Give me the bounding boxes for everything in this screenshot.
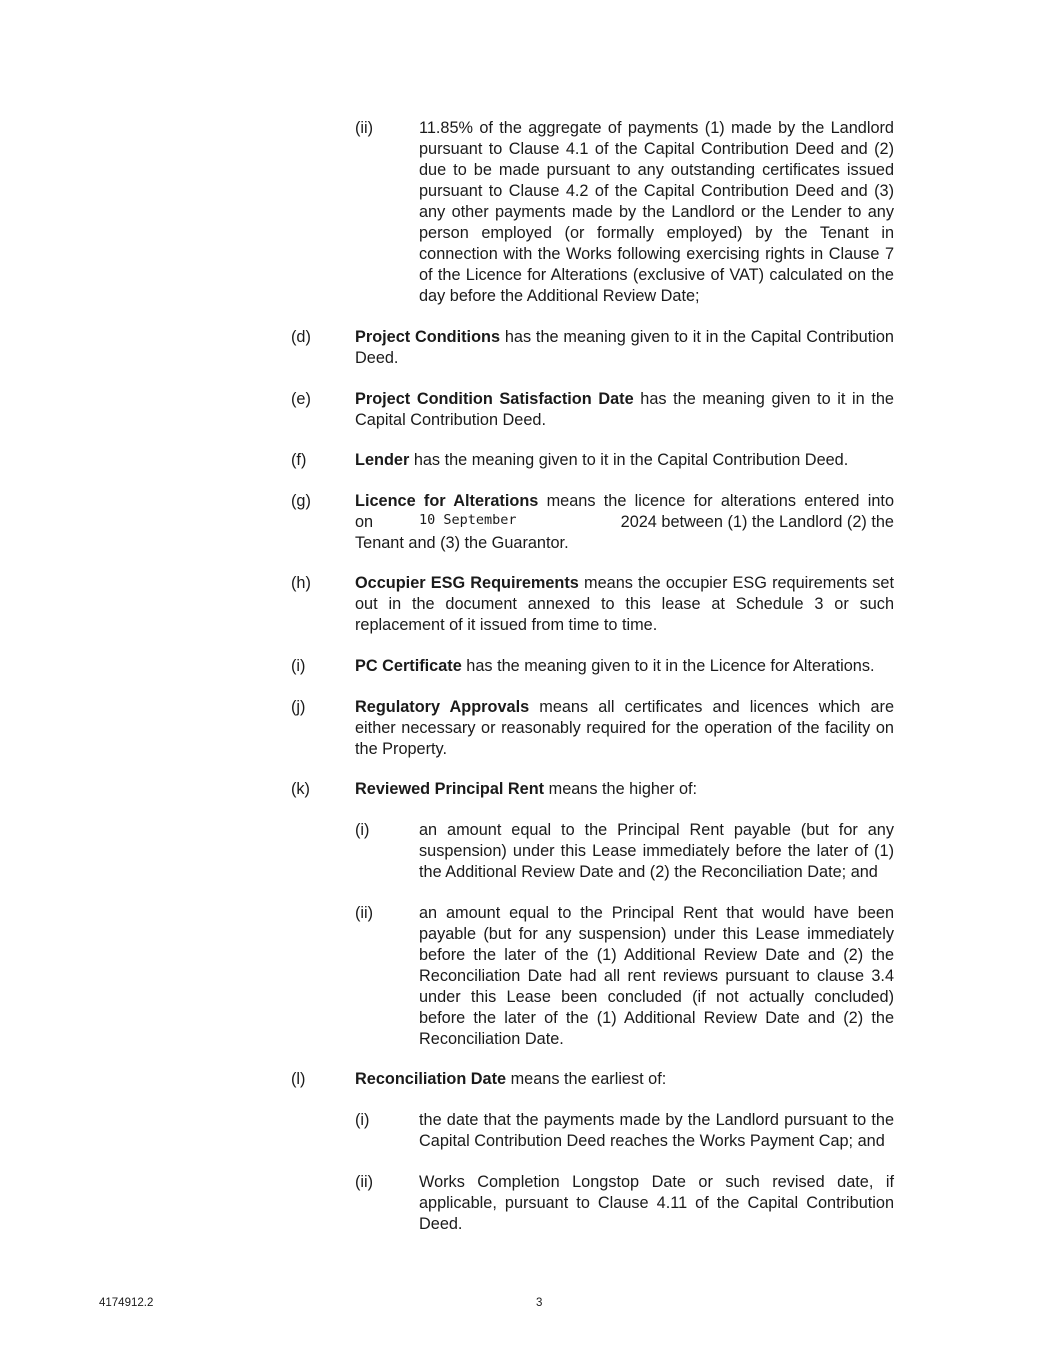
clause-label-i: (i) — [291, 657, 306, 675]
definition-d: Project Conditions has the meaning given to it in the Capital Contribution Deed. — [355, 328, 894, 367]
sub-clause-label: (i) — [355, 821, 370, 839]
clause-label-d: (d) — [291, 328, 311, 346]
sub-clause-label: (i) — [355, 1111, 370, 1129]
defined-term: Regulatory Approvals — [355, 698, 530, 716]
defined-term: Occupier ESG Requirements — [355, 574, 579, 592]
sub-clause-text: an amount equal to the Principal Rent payable (but for any suspension) under this Lease immediately before the later of (1) the Additional Review Date and (2) the Reconciliation Date; and — [419, 821, 894, 881]
defined-term: Project Conditions — [355, 328, 501, 346]
defined-term: Reviewed Principal Rent — [355, 780, 545, 798]
definition-f: Lender has the meaning given to it in the Capital Contribution Deed. — [355, 451, 849, 469]
sub-clause-text: an amount equal to the Principal Rent that would have been payable (but for any suspension) under this Lease immediately before the later of the (1) Additional Review Date and (2) the Reconciliation Date had all rent reviews pursuant to clause 3.4 under this Lease been concluded (if not actually concluded) before the later of the (1) Additional Review Date and (2) the Reconciliation Date. — [419, 904, 894, 1048]
definition-l: Reconciliation Date means the earliest of: — [355, 1070, 667, 1088]
page-number: 3 — [536, 1297, 543, 1309]
sub-clause-text: the date that the payments made by the Landlord pursuant to the Capital Contribution Deed reaches the Works Payment Cap; and — [419, 1111, 894, 1150]
defined-term: Licence for Alterations — [355, 492, 539, 510]
definition-k: Reviewed Principal Rent means the higher of: — [355, 780, 698, 798]
date-field: 10 September — [419, 512, 517, 528]
definition-h: Occupier ESG Requirements means the occupier ESG requirements set out in the document annexed to this lease at Schedule 3 or such replacement of it issued from time to time. — [355, 574, 894, 634]
sub-clause-text: 11.85% of the aggregate of payments (1) made by the Landlord pursuant to Clause 4.1 of the Capital Contribution Deed and (2) due to be made pursuant to any outstanding certificates issued pursuant to Clause 4.2 of the Capital Contribution Deed and (3) any other payments made by the Landlord or the Lender to any person employed (or formally employed) by the Tenant in connection with the Works following exercising rights in Clause 7 of the Licence for Alterations (exclusive of VAT) calculated on the day before the Additional Review Date; — [419, 119, 894, 305]
definition-e: Project Condition Satisfaction Date has the meaning given to it in the Capital Contribution Deed. — [355, 390, 894, 429]
defined-term: Reconciliation Date — [355, 1070, 507, 1088]
definition-i: PC Certificate has the meaning given to it in the Licence for Alterations. — [355, 657, 875, 675]
defined-term: Lender — [355, 451, 410, 469]
clause-label-k: (k) — [291, 780, 310, 798]
definition-g: Licence for Alterations means the licence for alterations entered into on 10 September 2024 between (1) the Landlord (2) the Tenant and (3) the Guarantor. — [355, 492, 894, 552]
clause-label-e: (e) — [291, 390, 311, 408]
clause-label-l: (l) — [291, 1070, 306, 1088]
clause-label-h: (h) — [291, 574, 311, 592]
defined-term: Project Condition Satisfaction Date — [355, 390, 634, 408]
document-reference: 4174912.2 — [99, 1297, 154, 1309]
clause-label-g: (g) — [291, 492, 311, 510]
clause-label-j: (j) — [291, 698, 306, 716]
sub-clause-label: (ii) — [355, 904, 374, 922]
sub-clause-text: Works Completion Longstop Date or such revised date, if applicable, pursuant to Clause 4.11 of the Capital Contribution Deed. — [419, 1173, 894, 1233]
clause-label-f: (f) — [291, 451, 307, 469]
definition-j: Regulatory Approvals means all certificates and licences which are either necessary or reasonably required for the operation of the facility on the Property. — [355, 698, 894, 758]
defined-term: PC Certificate — [355, 657, 462, 675]
sub-clause-label: (ii) — [355, 119, 374, 137]
sub-clause-label: (ii) — [355, 1173, 374, 1191]
